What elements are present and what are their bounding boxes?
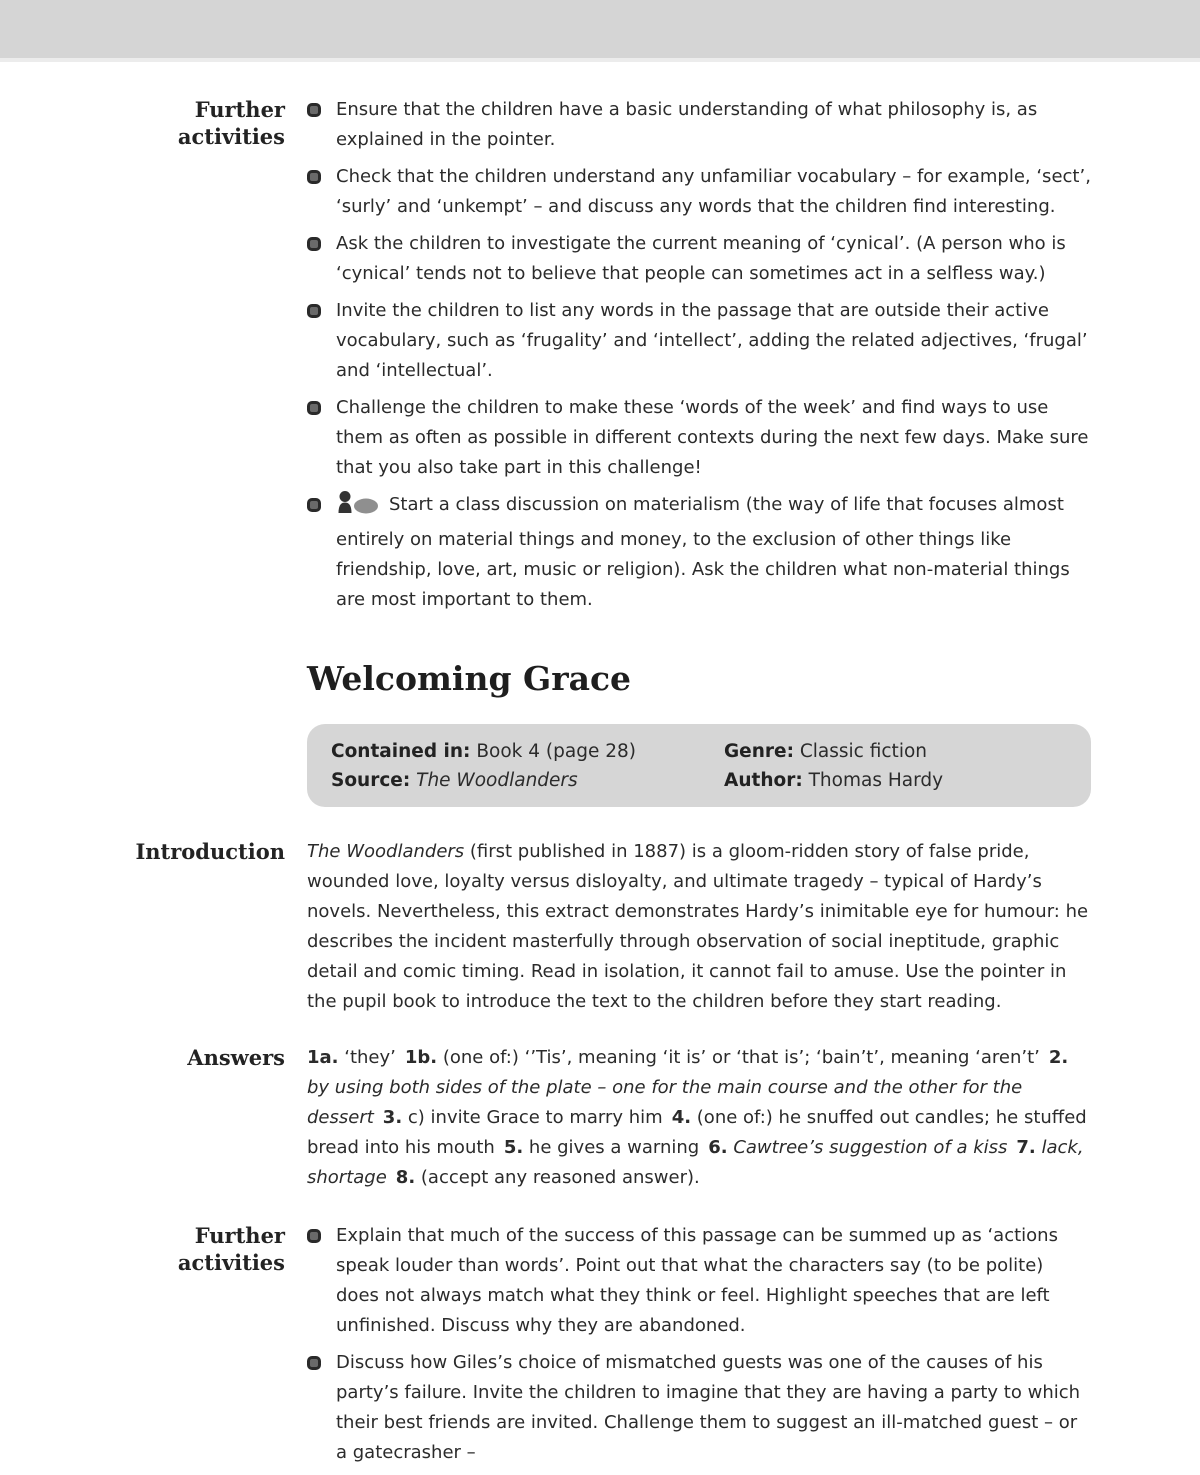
passage-header-body (307, 622, 1091, 807)
introduction-body (307, 837, 1091, 1017)
list-item (307, 296, 1091, 386)
contained-in-value: Book 4 (page 28) (476, 741, 636, 762)
list-item-text-inline: Start a class discussion on materialism (the way of life that focuses almost entirely on material things and money, to the exclusion of other things like friendship, love, art, music or religion). Ask the children what non-material things are most important to them. (336, 494, 1070, 610)
list-item (307, 1348, 1091, 1468)
passage-header-section (0, 622, 1200, 807)
bullet-icon (307, 103, 321, 117)
answers-paragraph: 1a. ‘they’ 1b. (one of:) ‘’Tis’, meaning ‘it is’ or ‘that is’; ‘bain’t’, meaning ‘aren’t’ 2. by using both sides of the plate – one for the main course and the other for the dessert 3. c) invite Grace to marry him 4. (one of:) he snuffed out candles; he stuffed bread into his mouth 5. he gives a warning 6. Cawtree’s suggestion of a kiss 7. lack, shortage 8. (accept any reasoned answer). (307, 1047, 1087, 1188)
introduction-section (0, 837, 1200, 1017)
passage-info-box (307, 724, 1091, 807)
list-item-text: Explain that much of the success of this passage can be summed up as ‘actions speak louder than words’. Point out that what the characters say (to be polite) does not always match what they think or feel. Highlight speeches that are left unfinished. Discuss why they are abandoned. (336, 1225, 1058, 1336)
further-activities-list-2 (307, 1221, 1091, 1475)
section-label-text: Further activities (177, 1223, 285, 1275)
passage-title: Welcoming Grace (307, 659, 632, 698)
list-item-text: Ensure that the children have a basic understanding of what philosophy is, as explained in the pointer. (336, 99, 1038, 150)
bullet-icon (307, 237, 321, 251)
discussion-icon (336, 491, 382, 525)
list-item-text: Check that the children understand any unfamiliar vocabulary – for example, ‘sect’, ‘surly’ and ‘unkempt’ – and discuss any words that the children find interesting. (336, 166, 1091, 217)
info-author (724, 766, 1067, 795)
info-contained-in (331, 737, 724, 766)
list-item (307, 1221, 1091, 1341)
list-item-text: Invite the children to list any words in the passage that are outside their active vocabulary, such as ‘frugality’ and ‘intellect’, adding the related adjectives, ‘frugal’ and ‘intellectual’. (336, 300, 1088, 381)
bullet-icon (307, 401, 321, 415)
further-activities-list-1 (307, 95, 1091, 622)
top-band (0, 0, 1200, 62)
answers-body (307, 1043, 1091, 1193)
further-activities-section-1 (0, 95, 1200, 622)
list-item-text: Challenge the children to make these ‘words of the week’ and find ways to use them as often as possible in different contexts during the next few days. Make sure that you also take part in this challenge! (336, 397, 1089, 478)
list-item-text: Ask the children to investigate the current meaning of ‘cynical’. (A person who is ‘cynical’ tends not to believe that people can sometimes act in a selfless way.) (336, 233, 1066, 284)
section-label-text: Further activities (177, 97, 285, 149)
section-label (0, 1221, 285, 1276)
answers-section (0, 1043, 1200, 1193)
introduction-paragraph: The Woodlanders (first published in 1887) is a gloom-ridden story of false pride, wounded love, loyalty versus disloyalty, and ultimate tragedy – typical of Hardy’s novels. Nevertheless, this extract demonstrates Hardy’s inimitable eye for humour: he describes the incident masterfully through observation of social ineptitude, graphic detail and comic timing. Read in isolation, it cannot fail to amuse. Use the pointer in the pupil book to introduce the text to the children before they start reading. (307, 841, 1089, 1012)
list-item (307, 229, 1091, 289)
list-item (307, 393, 1091, 483)
bullet-icon (307, 170, 321, 184)
bullet-icon (307, 498, 321, 512)
source-label: Source: (331, 770, 411, 791)
section-label (0, 95, 285, 150)
author-value: Thomas Hardy (808, 770, 944, 791)
further-activities-section-2 (0, 1221, 1200, 1475)
genre-value: Classic fiction (799, 741, 927, 762)
genre-label: Genre: (724, 741, 794, 762)
author-label: Author: (724, 770, 803, 791)
contained-in-label: Contained in: (331, 741, 471, 762)
list-item (307, 162, 1091, 222)
source-value: The Woodlanders (416, 770, 578, 791)
section-label: Answers (187, 1045, 285, 1070)
page-content (0, 62, 1200, 1475)
bullet-icon (307, 1356, 321, 1370)
empty-label-col (0, 622, 285, 623)
list-item (307, 95, 1091, 155)
list-item-text (336, 490, 1091, 615)
section-label: Introduction (135, 839, 285, 864)
info-genre (724, 737, 1067, 766)
list-item (307, 490, 1091, 615)
info-source (331, 766, 724, 795)
bullet-icon (307, 304, 321, 318)
list-item-text: Discuss how Giles’s choice of mismatched guests was one of the causes of his party’s failure. Invite the children to imagine that they are having a party to which their best friends are invited. Challenge them to suggest an ill-matched guest – or a gatecrasher – (336, 1352, 1081, 1463)
bullet-icon (307, 1229, 321, 1243)
